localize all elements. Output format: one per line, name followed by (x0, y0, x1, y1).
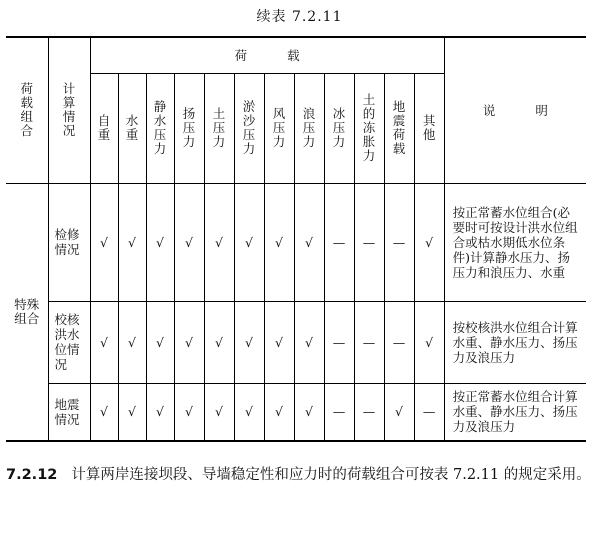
load-header-cell: 土压力 (204, 73, 234, 183)
load-mark-cell: √ (294, 301, 324, 383)
load-header-cell: 扬压力 (174, 73, 204, 183)
load-mark-cell: — (354, 301, 384, 383)
load-mark-cell: √ (294, 383, 324, 441)
load-mark-cell: √ (174, 383, 204, 441)
load-mark-cell: — (384, 301, 414, 383)
load-header-cell: 静水压力 (146, 73, 174, 183)
group-label: 特殊组合 (6, 183, 48, 441)
load-mark-cell: — (324, 301, 354, 383)
load-mark-cell: √ (174, 301, 204, 383)
load-mark-cell: √ (90, 183, 118, 301)
load-mark-cell: — (414, 383, 444, 441)
clause-number: 7.2.12 (6, 467, 58, 483)
load-header-cell: 土的冻胀力 (354, 73, 384, 183)
load-mark-cell: √ (118, 383, 146, 441)
load-mark-cell: √ (294, 183, 324, 301)
load-mark-cell: √ (234, 183, 264, 301)
clause-text: 计算两岸连接坝段、导墙稳定性和应力时的荷载组合可按表 7.2.11 的规定采用。 (71, 467, 591, 483)
load-mark-cell: √ (90, 301, 118, 383)
load-mark-cell: √ (234, 383, 264, 441)
load-header-cell: 自重 (90, 73, 118, 183)
load-header-cell: 地震荷载 (384, 73, 414, 183)
load-mark-cell: √ (146, 183, 174, 301)
load-mark-cell: √ (146, 301, 174, 383)
load-mark-cell: √ (264, 301, 294, 383)
load-mark-cell: — (354, 383, 384, 441)
load-mark-cell: √ (384, 383, 414, 441)
clause-paragraph (6, 462, 591, 489)
load-header-cell: 其他 (414, 73, 444, 183)
header-calc: 计算情况 (48, 37, 90, 183)
note-cell: 按校核洪水位组合计算水重、静水压力、扬压力及浪压力 (444, 301, 586, 383)
load-mark-cell: √ (118, 301, 146, 383)
load-mark-cell: √ (118, 183, 146, 301)
load-header-cell: 浪压力 (294, 73, 324, 183)
load-mark-cell: — (384, 183, 414, 301)
load-header-cell: 淤沙压力 (234, 73, 264, 183)
load-mark-cell: √ (174, 183, 204, 301)
load-mark-cell: √ (264, 383, 294, 441)
load-mark-cell: √ (264, 183, 294, 301)
header-loads-group: 荷 载 (90, 37, 444, 73)
load-mark-cell: √ (204, 183, 234, 301)
calc-situation-cell: 地震情况 (48, 383, 90, 441)
note-cell: 按正常蓄水位组合计算水重、静水压力、扬压力及浪压力 (444, 383, 586, 441)
load-header-cell: 冰压力 (324, 73, 354, 183)
load-mark-cell: √ (146, 383, 174, 441)
table-title: 续表 7.2.11 (256, 9, 343, 25)
load-mark-cell: √ (234, 301, 264, 383)
load-mark-cell: — (354, 183, 384, 301)
load-mark-cell: √ (414, 183, 444, 301)
header-note: 说 明 (444, 37, 586, 183)
header-combo: 荷载组合 (6, 37, 48, 183)
load-mark-cell: √ (90, 383, 118, 441)
load-mark-cell: — (324, 383, 354, 441)
load-header-cell: 风压力 (264, 73, 294, 183)
note-cell: 按正常蓄水位组合(必要时可按设计洪水位组合或枯水期低水位条件)计算静水压力、扬压力和浪压力、水重 (444, 183, 586, 301)
load-mark-cell: √ (414, 301, 444, 383)
load-combination-table (6, 36, 586, 442)
load-mark-cell: √ (204, 301, 234, 383)
load-header-cell: 水重 (118, 73, 146, 183)
calc-situation-cell: 检修情况 (48, 183, 90, 301)
load-mark-cell: √ (204, 383, 234, 441)
calc-situation-cell: 校核洪水位情况 (48, 301, 90, 383)
load-mark-cell: — (324, 183, 354, 301)
